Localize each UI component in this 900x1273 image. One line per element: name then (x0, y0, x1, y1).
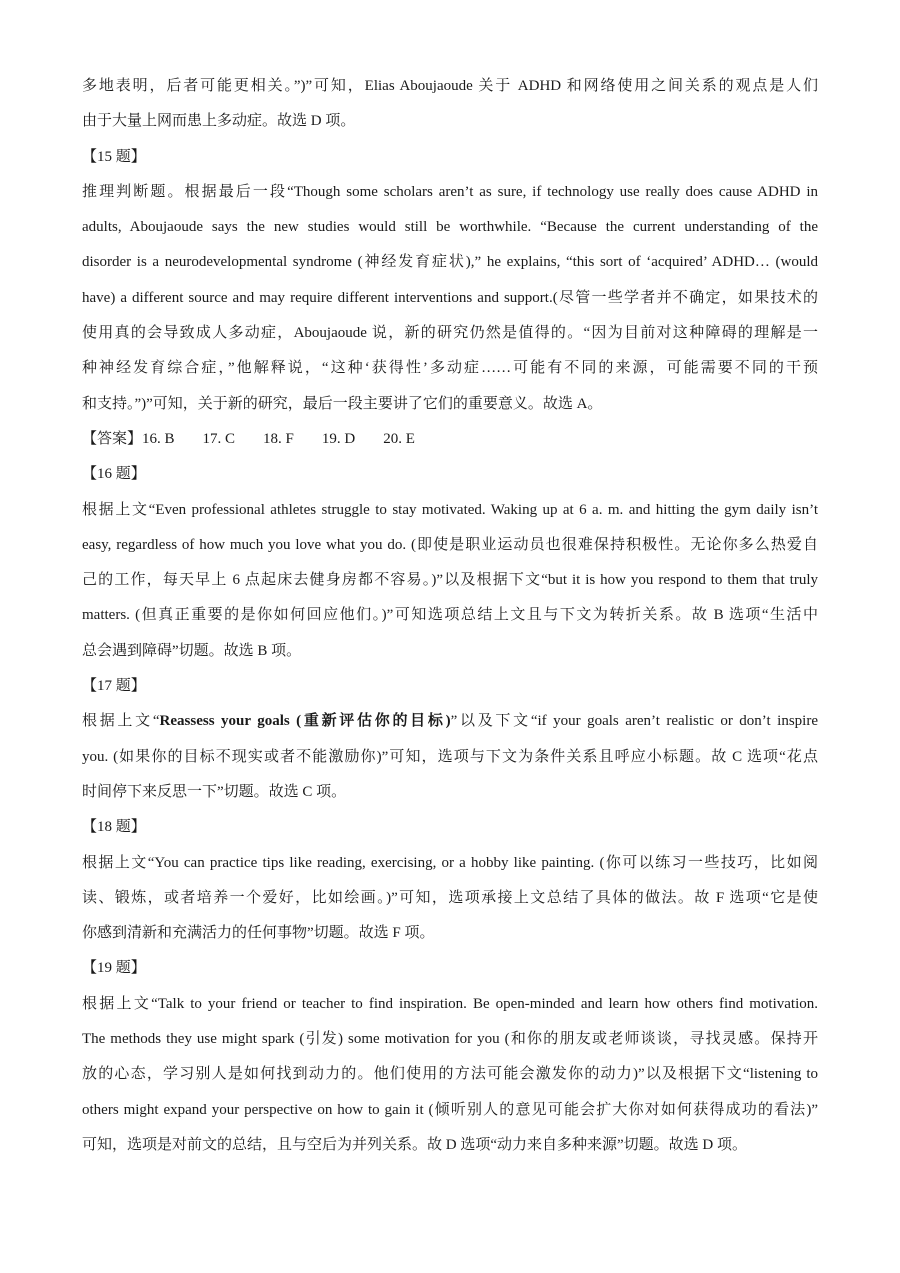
paragraph-line (82, 600, 818, 635)
text-segment: 【18 题】 (82, 819, 146, 836)
bold-quote: Reassess your goals (重新评估你的目标) (159, 713, 451, 730)
text-segment: 你感到清新和充满活力的任何事物”切题。故选 F 项。 (82, 925, 435, 942)
text-segment: 放的心态，学习别人是如何找到动力的。他们使用的方法可能会激发你的动力)”以及根据下文“listening to (82, 1066, 818, 1083)
paragraph-line (82, 1095, 818, 1130)
text-segment: 【17 题】 (82, 678, 146, 695)
paragraph-line (82, 283, 818, 318)
text-segment: 和支持。”)”可知，关于新的研究，最后一段主要讲了它们的重要意义。故选 A。 (82, 395, 603, 412)
answer-key (82, 424, 818, 459)
text-segment: The methods they use might spark (引发) some motivation for you (和你的朋友或老师谈谈，寻找灵感。保持开 (82, 1031, 818, 1048)
text-segment: ”以及下文“if your goals aren’t realistic or don’t inspire (450, 713, 818, 730)
paragraph-line (82, 212, 818, 247)
document-body (82, 71, 818, 1165)
answer-item: 17. C (202, 430, 236, 447)
answer-item: 16. B (142, 430, 175, 447)
answer-item: 19. D (321, 430, 356, 447)
text-segment: 【15 题】 (82, 148, 146, 165)
text-segment: adults, Aboujaoude says the new studies would still be worthwhile. “Because the current understanding of the (82, 219, 818, 236)
paragraph-line (82, 636, 818, 671)
paragraph-line (82, 247, 818, 282)
paragraph-line (82, 1059, 818, 1094)
answer-item: 20. E (383, 430, 415, 447)
paragraph-line (82, 565, 818, 600)
answer-item: 18. F (263, 430, 294, 447)
paragraph-line (82, 530, 818, 565)
question-heading (82, 671, 818, 706)
answer-key-label: 【答案】 (82, 430, 143, 447)
paragraph-line (82, 1024, 818, 1059)
paragraph-line (82, 177, 818, 212)
paragraph-line (82, 495, 818, 530)
text-segment: 时间停下来反思一下”切题。故选 C 项。 (82, 783, 347, 800)
paragraph-line (82, 71, 818, 106)
text-segment: 己的工作，每天早上 6 点起床去健身房都不容易。)”以及根据下文“but it is how you respond to them that truly (82, 572, 818, 589)
text-segment: have) a different source and may require different interventions and support.(尽管一些学者并不确定，如果技术的 (82, 289, 818, 306)
text-segment: 多地表明，后者可能更相关。”)”可知，Elias Aboujaoude 关于 ADHD 和网络使用之间关系的观点是人们 (82, 78, 818, 94)
paragraph-line (82, 918, 818, 953)
paragraph-line (82, 989, 818, 1024)
paragraph-line (82, 1130, 818, 1165)
paragraph-line (82, 106, 818, 141)
text-segment: matters. (但真正重要的是你如何回应他们。)”可知选项总结上文且与下文为转折关系。故 B 选项“生活中 (82, 607, 818, 624)
paragraph-line (82, 777, 818, 812)
paragraph-line (82, 883, 818, 918)
paragraph-line (82, 318, 818, 353)
paragraph-line (82, 848, 818, 883)
text-segment: 根据上文“Talk to your friend or teacher to find inspiration. Be open-minded and learn how others find motivation. (82, 995, 818, 1012)
question-heading (82, 953, 818, 988)
paragraph-line (82, 742, 818, 777)
text-segment: 根据上文“You can practice tips like reading, exercising, or a hobby like painting. (你可以练习一些技巧，比如阅 (82, 854, 818, 871)
text-segment: 使用真的会导致成人多动症，Aboujaoude 说，新的研究仍然是值得的。“因为目前对这种障碍的理解是一 (82, 325, 818, 342)
paragraph-line (82, 706, 818, 741)
text-segment: 读、锻炼，或者培养一个爱好，比如绘画。)”可知，选项承接上文总结了具体的做法。故 F 选项“它是使 (82, 889, 818, 906)
text-segment: 可知，选项是对前文的总结，且与空后为并列关系。故 D 选项“动力来自多种来源”切题。故选 D 项。 (82, 1136, 747, 1153)
text-segment: 根据上文“ (82, 713, 160, 730)
text-segment: 由于大量上网而患上多动症。故选 D 项。 (82, 113, 356, 130)
text-segment: 推理判断题。根据最后一段“Though some scholars aren’t as sure, if technology use really does cause ADHD in (82, 183, 818, 200)
question-heading (82, 812, 818, 847)
paragraph-line (82, 353, 818, 388)
text-segment: 总会遇到障碍”切题。故选 B 项。 (82, 642, 302, 659)
text-segment: you. (如果你的目标不现实或者不能激励你)”可知，选项与下文为条件关系且呼应小标题。故 C 选项“花点 (82, 748, 818, 765)
paragraph-line (82, 389, 818, 424)
text-segment: others might expand your perspective on how to gain it (倾听别人的意见可能会扩大你对如何获得成功的看法)” (82, 1101, 818, 1118)
text-segment: easy, regardless of how much you love what you do. (即使是职业运动员也很难保持积极性。无论你多么热爱自 (82, 536, 818, 553)
text-segment: disorder is a neurodevelopmental syndrome (神经发育症状),” he explains, “this sort of ‘acquired’ ADHD… (would (82, 254, 818, 271)
text-segment: 根据上文“Even professional athletes struggle to stay motivated. Waking up at 6 a. m. and hitting the gym daily isn’t (82, 501, 818, 518)
text-segment: 【19 题】 (82, 960, 146, 977)
question-heading (82, 459, 818, 494)
text-segment: 【16 题】 (82, 466, 146, 483)
text-segment: 种神经发育综合症，”他解释说，“这种‘获得性’多动症……可能有不同的来源，可能需要不同的干预 (82, 360, 818, 377)
question-heading (82, 142, 818, 177)
